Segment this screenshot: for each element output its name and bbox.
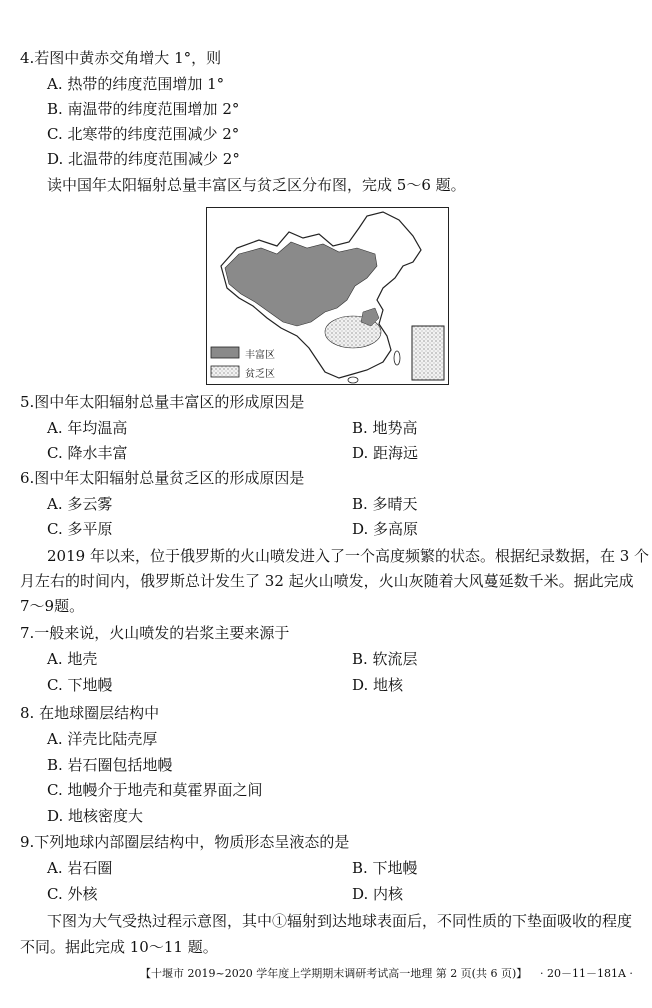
map-illustration [207,208,448,384]
footer-code: · 20－11－181A · [540,967,633,980]
taiwan-island [394,351,400,365]
q5-option-b: B. 地势高 [352,419,418,437]
q6-option-c: C. 多平原 [47,520,113,538]
q8-option-c: C. 地幔介于地壳和莫霍界面之间 [47,781,263,799]
q6-option-b: B. 多晴天 [352,495,418,513]
intro-5-6: 读中国年太阳辐射总量丰富区与贫乏区分布图，完成 5～6 题。 [47,176,466,194]
south-china-sea-inset [412,326,444,380]
q4-option-a: A. 热带的纬度范围增加 1° [47,75,225,93]
passage-10-11-line2: 不同。据此完成 10～11 题。 [20,938,218,956]
q6-stem: 6.图中年太阳辐射总量贫乏区的形成原因是 [20,469,305,487]
legend-rich-label: 丰富区 [245,350,275,361]
passage-7-9-line1: 2019 年以来，位于俄罗斯的火山喷发进入了一个高度频繁的状态。根据纪录数据，在 3 个 [47,547,650,565]
q4-stem: 4.若图中黄赤交角增大 1°，则 [20,49,222,67]
q4-option-c: C. 北寒带的纬度范围减少 2° [47,125,240,143]
q9-option-b: B. 下地幔 [352,859,418,877]
passage-10-11-line1: 下图为大气受热过程示意图，其中①辐射到达地球表面后，不同性质的下垫面吸收的程度 [47,912,633,930]
q7-option-a: A. 地壳 [47,650,98,668]
q5-option-c: C. 降水丰富 [47,444,128,462]
q5-option-d: D. 距海远 [352,444,419,462]
q9-option-c: C. 外核 [47,885,98,903]
hainan-island [348,377,358,383]
q8-stem: 8. 在地球圈层结构中 [20,704,160,722]
q5-stem: 5.图中年太阳辐射总量丰富区的形成原因是 [20,393,305,411]
q7-option-d: D. 地核 [352,676,404,694]
legend-poor-label: 贫乏区 [245,369,275,380]
q9-option-a: A. 岩石圈 [47,859,113,877]
passage-7-9-line3: 7～9题。 [20,597,85,615]
q9-option-d: D. 内核 [352,885,404,903]
q5-option-a: A. 年均温高 [47,419,128,437]
q6-option-d: D. 多高原 [352,520,419,538]
q7-stem: 7.一般来说，火山喷发的岩浆主要来源于 [20,624,290,642]
passage-7-9-line2: 月左右的时间内，俄罗斯总计发生了 32 起火山喷发，火山灰随着大风蔓延数千米。据此完成 [20,572,634,590]
q7-option-c: C. 下地幔 [47,676,113,694]
footer-exam-info: 【十堰市 2019~2020 学年度上学期期末调研考试高一地理 第 2 页(共 6 页)】 [140,967,528,980]
q8-option-d: D. 地核密度大 [47,807,144,825]
legend-rich-swatch [211,347,239,358]
china-solar-radiation-map [206,207,449,385]
q7-option-b: B. 软流层 [352,650,418,668]
q6-option-a: A. 多云雾 [47,495,113,513]
q4-option-d: D. 北温带的纬度范围减少 2° [47,150,240,168]
legend-poor-swatch [211,366,239,377]
q8-option-a: A. 洋壳比陆壳厚 [47,730,158,748]
q8-option-b: B. 岩石圈包括地幔 [47,756,173,774]
q4-option-b: B. 南温带的纬度范围增加 2° [47,100,240,118]
q9-stem: 9.下列地球内部圈层结构中，物质形态呈液态的是 [20,833,350,851]
